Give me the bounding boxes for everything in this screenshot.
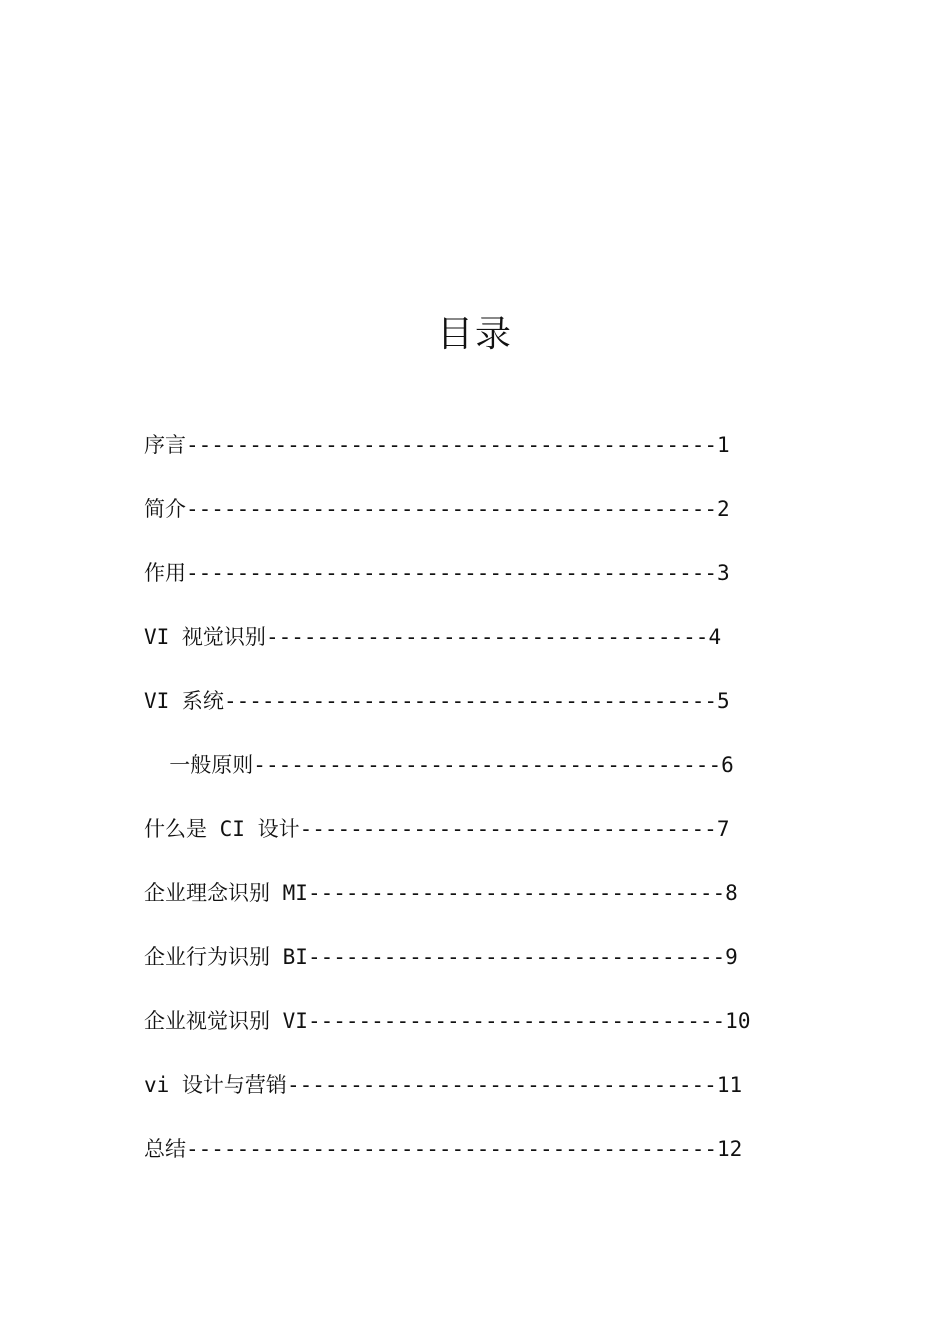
- toc-entry-label: 简介: [144, 497, 186, 521]
- toc-entry-leader: ------------------------------------------: [186, 497, 718, 521]
- toc-entry[interactable]: [144, 1004, 764, 1068]
- toc-entry-page: 8: [725, 881, 738, 905]
- page-title: 目录: [436, 314, 513, 355]
- toc-entry-label: VI 视觉识别: [144, 625, 266, 649]
- toc-entry[interactable]: [144, 1068, 764, 1132]
- toc-entry-label: 总结: [144, 1137, 186, 1161]
- toc-entry-leader: ---------------------------------: [307, 1009, 726, 1033]
- toc-entry-page: 1: [717, 433, 730, 457]
- toc-entry-label: 序言: [144, 433, 186, 457]
- toc-entry-leader: ------------------------------------------: [186, 1137, 718, 1161]
- toc-entry-page: 5: [717, 689, 730, 713]
- toc-entry[interactable]: [144, 428, 764, 492]
- toc-entry-page: 7: [716, 817, 730, 841]
- toc-entry[interactable]: [144, 876, 764, 940]
- toc-entry-page: 4: [708, 625, 722, 649]
- toc-entry-label: 一般原则: [144, 753, 254, 777]
- toc-entry-leader: ----------------------------------: [286, 1073, 717, 1097]
- toc-entry-label: 企业视觉识别 VI: [144, 1009, 308, 1033]
- toc-entry-page: 3: [717, 561, 730, 585]
- toc-entry-leader: ------------------------------------------: [186, 561, 718, 585]
- toc-entry-label: 作用: [144, 561, 186, 585]
- toc-entry-leader: ------------------------------------------: [186, 433, 718, 457]
- toc-entry[interactable]: [144, 684, 764, 748]
- toc-entry-label: 企业行为识别 BI: [144, 945, 308, 969]
- toc-entry-page: 2: [717, 497, 730, 521]
- toc-entry-leader: ---------------------------------------: [223, 689, 718, 713]
- toc-entry-page: 10: [725, 1009, 751, 1033]
- toc-entry-leader: -------------------------------------: [253, 753, 722, 777]
- toc-entry-page: 12: [717, 1137, 743, 1161]
- toc-entry-page: 6: [721, 753, 734, 777]
- toc-entry-page: 11: [716, 1073, 743, 1097]
- toc-entry[interactable]: [144, 620, 764, 684]
- toc-entry-label: 企业理念识别 MI: [144, 881, 308, 905]
- toc-entry[interactable]: [144, 492, 764, 556]
- toc-entry-page: 9: [725, 945, 738, 969]
- toc-entry[interactable]: [144, 940, 764, 1004]
- toc-entry-label: VI 系统: [144, 689, 224, 713]
- toc-entry-leader: ---------------------------------: [307, 881, 726, 905]
- toc-entry[interactable]: [144, 812, 764, 876]
- toc-entry-label: vi 设计与营销: [144, 1073, 287, 1097]
- toc-entry[interactable]: [144, 748, 764, 812]
- table-of-contents: [144, 428, 764, 1196]
- toc-entry[interactable]: [144, 556, 764, 620]
- toc-entry[interactable]: [144, 1132, 764, 1196]
- toc-entry-leader: ---------------------------------: [307, 945, 726, 969]
- toc-entry-label: 什么是 CI 设计: [144, 817, 300, 841]
- toc-entry-leader: ---------------------------------: [299, 817, 717, 841]
- toc-entry-leader: -----------------------------------: [265, 625, 709, 649]
